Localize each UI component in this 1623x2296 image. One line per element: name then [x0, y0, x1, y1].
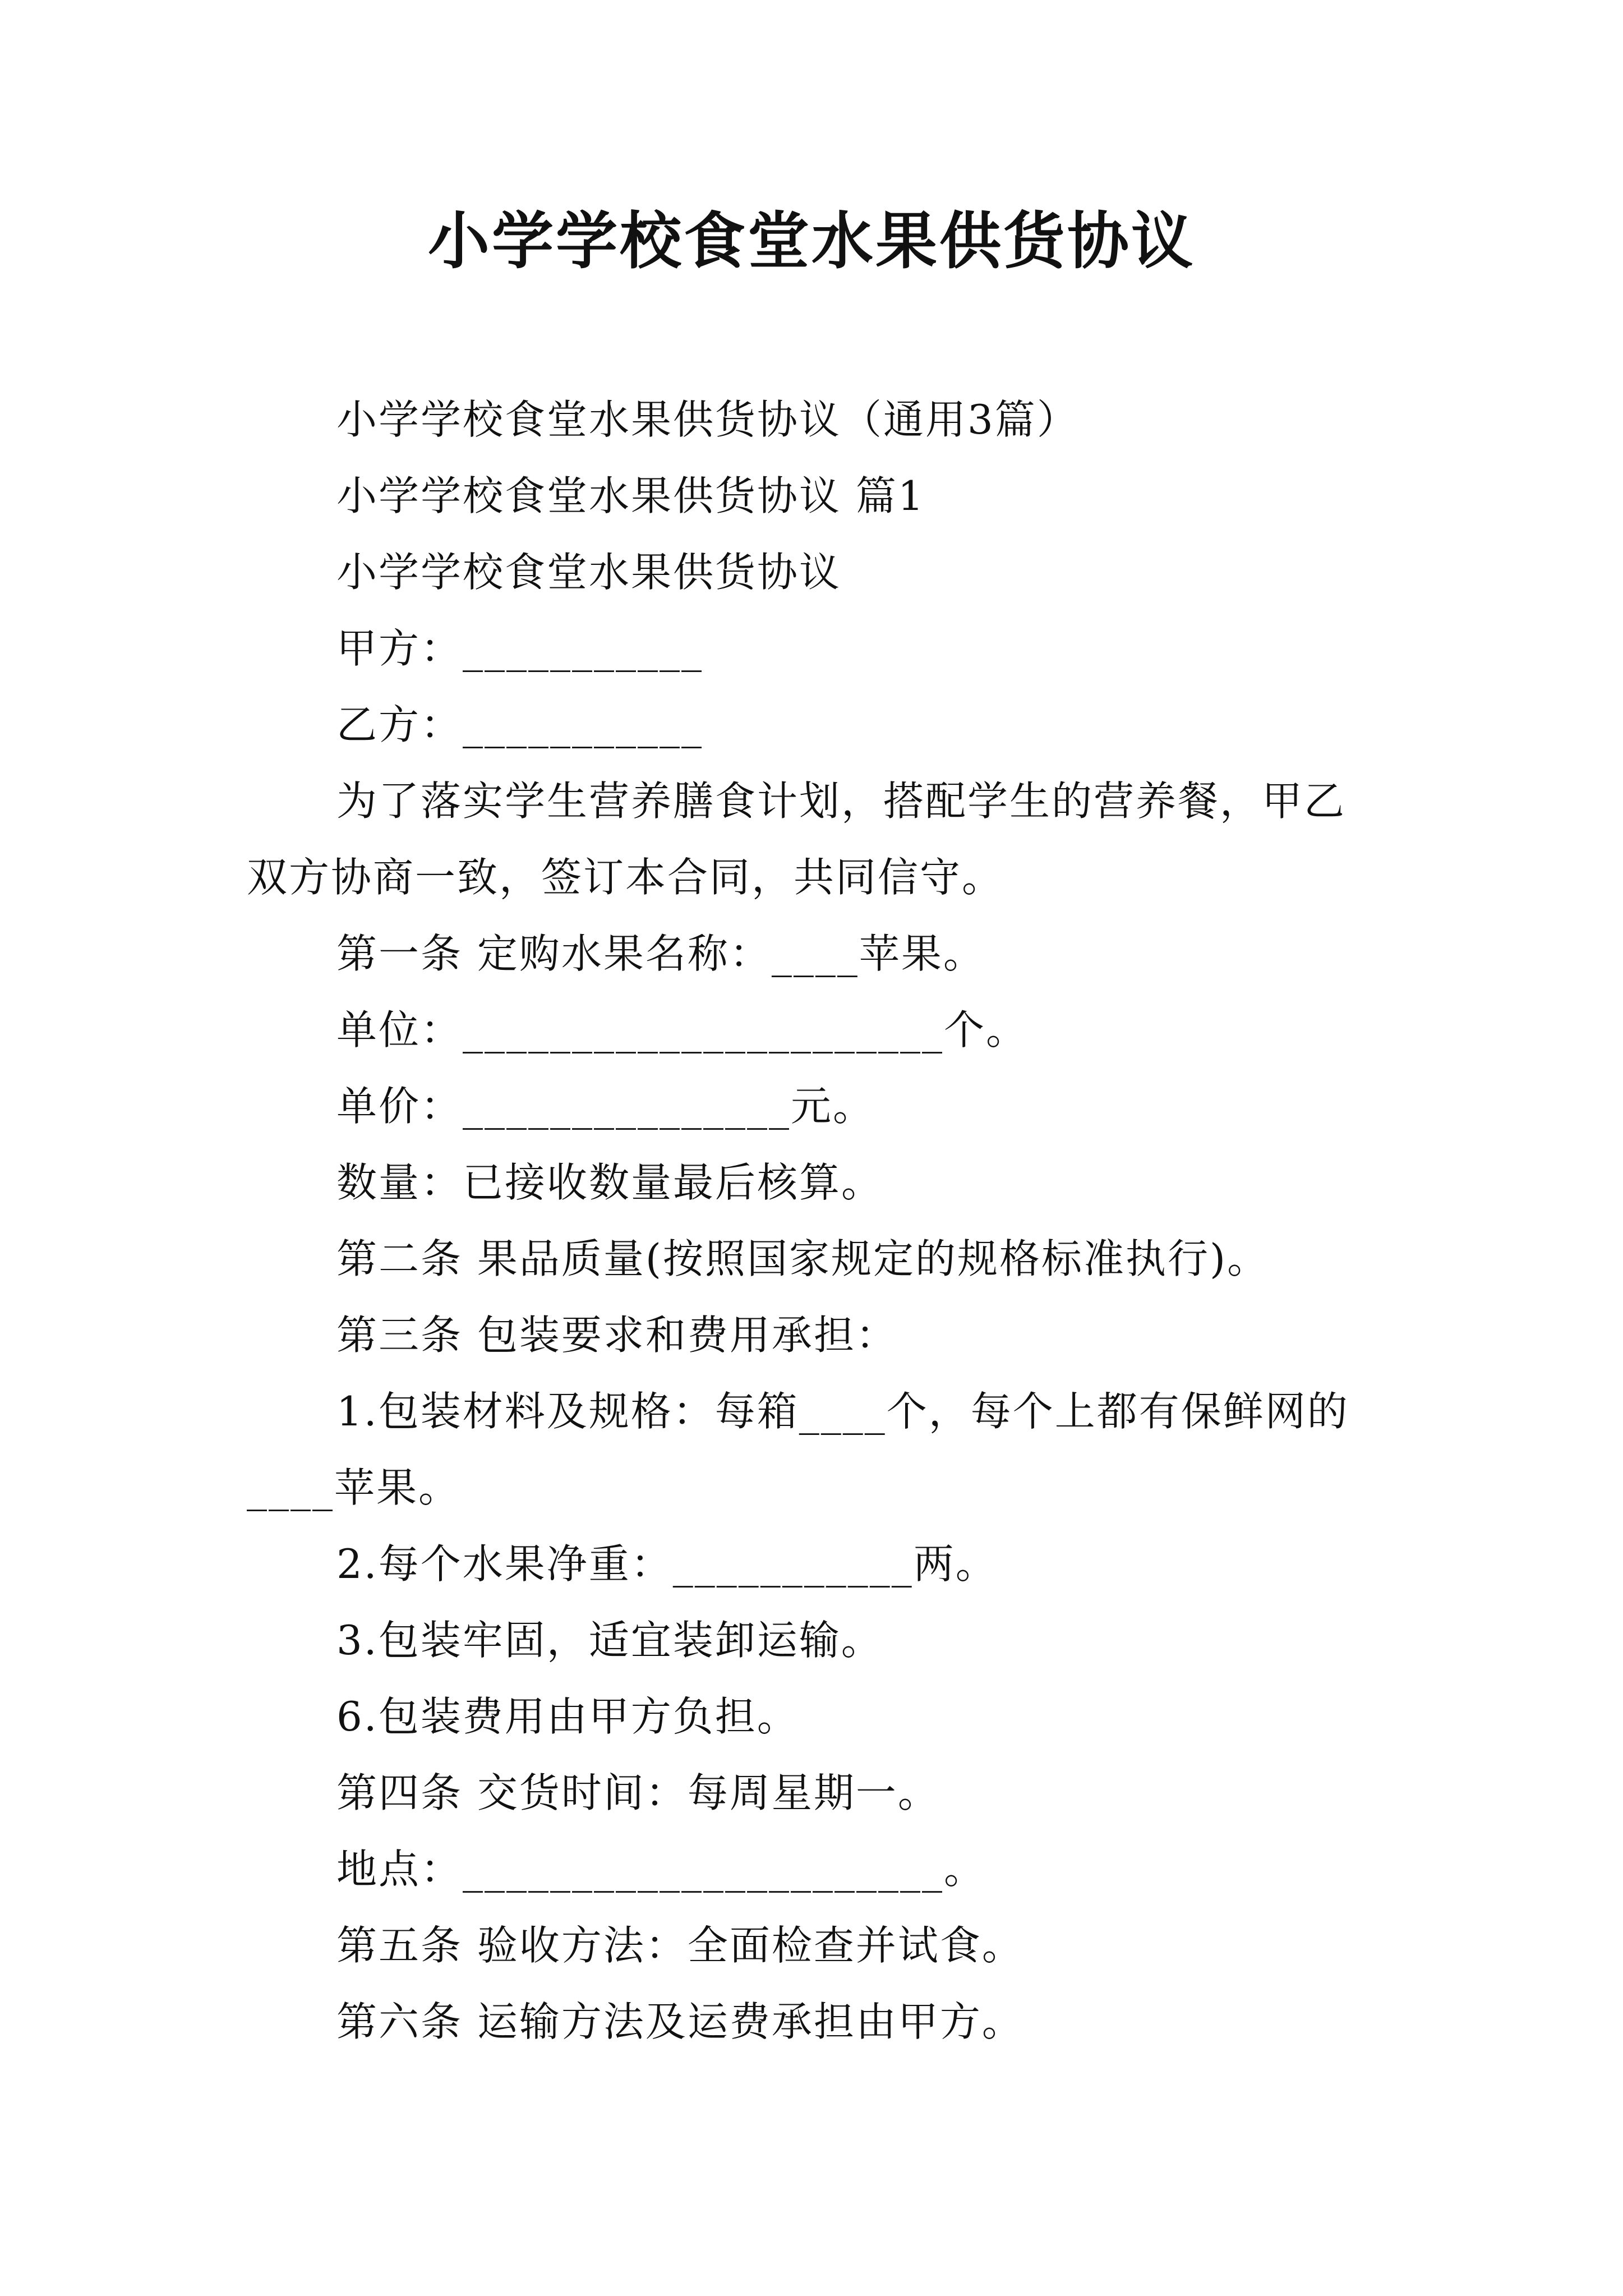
paragraph-unit-price: 单价：_______________元。 — [336, 1083, 875, 1130]
paragraph-article-4: 第四条 交货时间：每周星期一。 — [336, 1769, 940, 1816]
document-body — [247, 381, 1385, 2060]
paragraph-preamble: 为了落实学生营养膳食计划，搭配学生的营养餐，甲乙双方协商一致，签订本合同，共同信守。 — [247, 777, 1347, 901]
paragraph-section-heading: 小学学校食堂水果供货协议 篇1 — [336, 472, 925, 519]
paragraph-unit: 单位：______________________个。 — [336, 1006, 1029, 1053]
paragraph-net-weight: 2.每个水果净重：___________两。 — [336, 1540, 998, 1588]
paragraph-agreement-title: 小学学校食堂水果供货协议 — [336, 549, 842, 596]
paragraph-article-6: 第六条 运输方法及运费承担由甲方。 — [336, 1998, 1024, 2045]
paragraph-packaging-cost: 6.包装费用由甲方负担。 — [336, 1693, 799, 1740]
document-title: 小学学校食堂水果供货协议 — [428, 205, 1195, 277]
paragraph-location: 地点：______________________。 — [336, 1846, 986, 1893]
paragraph-packaging-spec: 1.包装材料及规格：每箱____个，每个上都有保鲜网的____苹果。 — [247, 1388, 1349, 1511]
paragraph-party-b: 乙方：___________ — [336, 701, 704, 748]
paragraph-packaging-secure: 3.包装牢固，适宜装卸运输。 — [336, 1617, 883, 1664]
paragraph-article-5: 第五条 验收方法：全面检查并试食。 — [336, 1922, 1024, 1969]
paragraph-subtitle: 小学学校食堂水果供货协议（通用3篇） — [336, 396, 1079, 443]
paragraph-article-1: 第一条 定购水果名称：____苹果。 — [336, 930, 985, 977]
paragraph-party-a: 甲方：___________ — [336, 625, 704, 672]
paragraph-article-3: 第三条 包装要求和费用承担： — [336, 1312, 898, 1359]
paragraph-quantity: 数量：已接收数量最后核算。 — [336, 1159, 884, 1206]
paragraph-article-2: 第二条 果品质量(按照国家规定的规格标准执行)。 — [336, 1235, 1270, 1282]
